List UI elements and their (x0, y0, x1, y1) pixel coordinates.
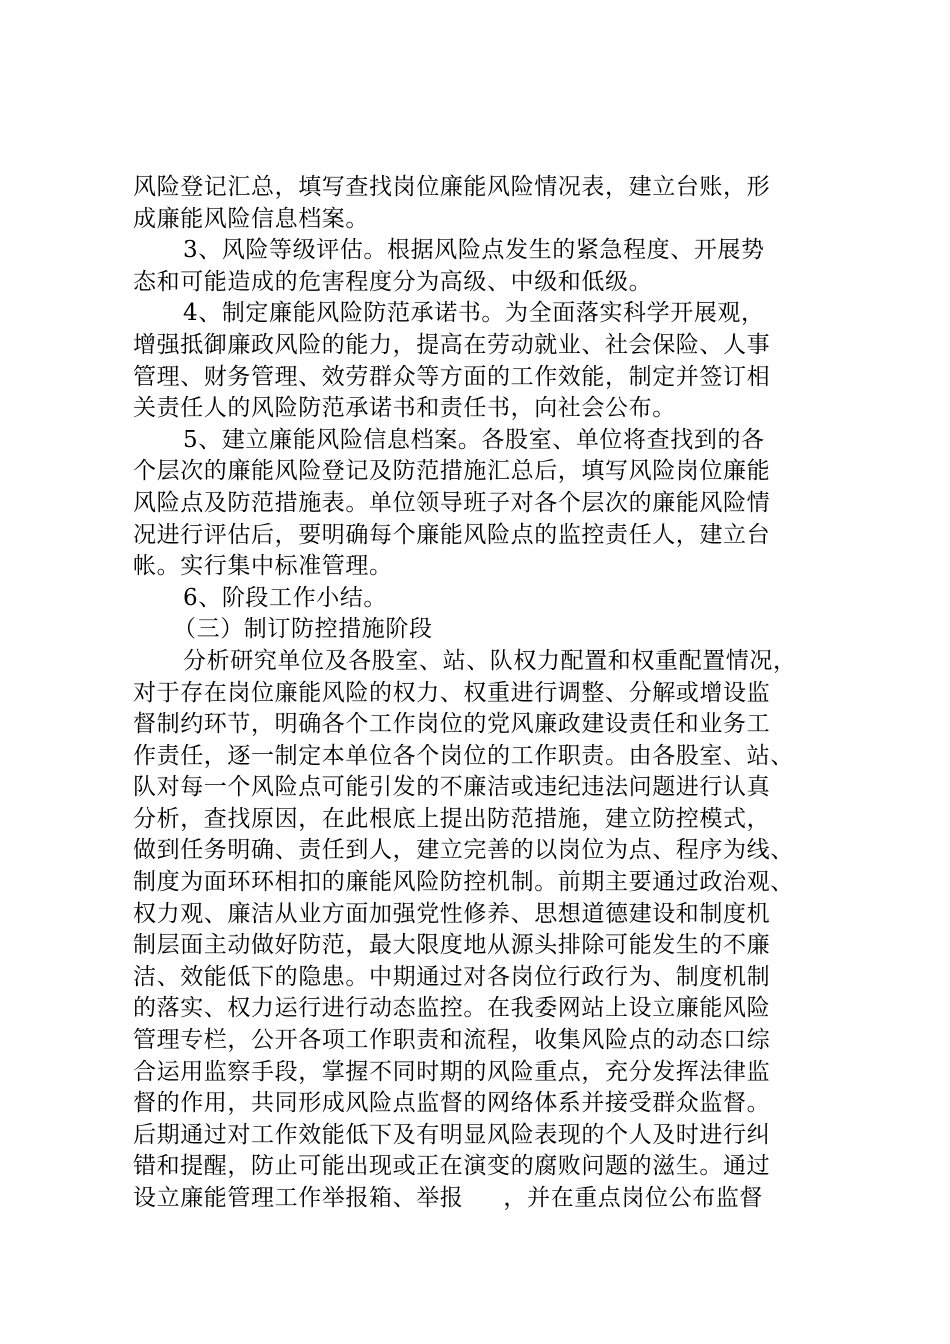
paragraph-line: 5、建立廉能风险信息档案。各股室、单位将查找到的各 (183, 426, 765, 453)
paragraph-line: 6、阶段工作小结。 (183, 584, 388, 611)
paragraph-line-last (133, 1183, 823, 1215)
paragraph-line: 帐。实行集中标准管理。 (133, 553, 393, 580)
paragraph-line: 个层次的廉能风险登记及防范措施汇总后，填写风险岗位廉能 (133, 458, 771, 485)
last-line-part2: ，并在重点岗位公布监督 (503, 1185, 764, 1211)
last-line-part1: 设立廉能管理工作举报箱、举报 (133, 1185, 464, 1211)
paragraph-line: 管理、财务管理、效劳群众等方面的工作效能，制定并签订相 (133, 363, 771, 390)
paragraph-line: 制层面主动做好防范，最大限度地从源头排除可能发生的不廉 (133, 932, 771, 959)
paragraph-line: 3、风险等级评估。根据风险点发生的紧急程度、开展势 (183, 237, 765, 264)
paragraph-line: 权力观、廉洁从业方面加强党性修养、思想道德建设和制度机 (133, 900, 771, 927)
paragraph-line: 队对每一个风险点可能引发的不廉洁或违纪违法问题进行认真 (133, 774, 771, 801)
paragraph-line: 管理专栏，公开各项工作职责和流程，收集风险点的动态口综 (133, 1027, 771, 1054)
paragraph-line: 风险登记汇总，填写查找岗位廉能风险情况表，建立台账，形 (133, 174, 771, 200)
document-page (133, 172, 823, 1215)
paragraph-line: 作责任，逐一制定本单位各个岗位的工作职责。由各股室、站、 (133, 742, 794, 769)
paragraph-line: 分析，查找原因，在此根底上提出防范措施，建立防控模式， (133, 805, 771, 832)
paragraph-line: 制度为面环环相扣的廉能风险防控机制。前期主要通过政治观、 (133, 869, 794, 896)
paragraph-line: 况进行评估后，要明确每个廉能风险点的监控责任人，建立台 (133, 521, 771, 548)
paragraph-line: 态和可能造成的危害程度分为高级、中级和低级。 (133, 268, 653, 295)
paragraph-line: 成廉能风险信息档案。 (133, 205, 369, 232)
paragraph-line: 做到任务明确、责任到人，建立完善的以岗位为点、程序为线、 (133, 837, 794, 864)
paragraph-line: 的落实、权力运行进行动态监控。在我委网站上设立廉能风险 (133, 995, 771, 1022)
paragraph-line: 洁、效能低下的隐患。中期通过对各岗位行政行为、制度机制 (133, 963, 771, 990)
section-heading: （三）制订防控措施阶段 (173, 616, 433, 643)
paragraph-line: 后期通过对工作效能低下及有明显风险表现的个人及时进行纠 (133, 1121, 771, 1148)
paragraph-line: 分析研究单位及各股室、站、队权力配置和权重配置情况， (183, 647, 797, 674)
paragraph-line: 风险点及防范措施表。单位领导班子对各个层次的廉能风险情 (133, 489, 771, 516)
paragraph-line: 合运用监察手段，掌握不同时期的风险重点，充分发挥法律监 (133, 1058, 771, 1085)
paragraph-line: 错和提醒，防止可能出现或正在演变的腐败问题的滋生。通过 (133, 1153, 771, 1180)
paragraph-line: 关责任人的风险防范承诺书和责任书，向社会公布。 (133, 395, 676, 422)
paragraph-line: 督的作用，共同形成风险点监督的网络体系并接受群众监督。 (133, 1090, 771, 1117)
paragraph-line: 增强抵御廉政风险的能力，提高在劳动就业、社会保险、人事 (133, 331, 771, 358)
paragraph-line: 对于存在岗位廉能风险的权力、权重进行调整、分解或增设监 (133, 679, 771, 706)
paragraph-line: 4、制定廉能风险防范承诺书。为全面落实科学开展观， (183, 300, 765, 327)
paragraph-line: 督制约环节，明确各个工作岗位的党风廉政建设责任和业务工 (133, 711, 771, 738)
